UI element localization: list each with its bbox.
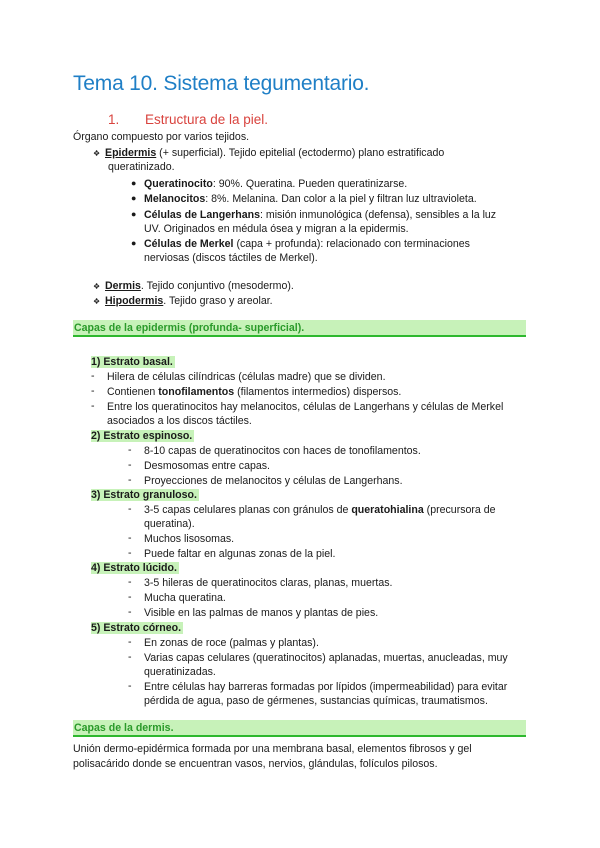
dash-bullet: -: [128, 606, 132, 618]
layer-item: Varias capas celulares (queratinocitos) aplanadas, muertas, anucleadas, muy: [144, 652, 508, 664]
dermis-item: [93, 279, 294, 294]
dash-bullet: -: [128, 444, 132, 456]
cell-text: : 8%. Melanina. Dan color a la piel y filtran luz ultravioleta.: [205, 193, 477, 205]
bullet-icon: ●: [131, 209, 137, 219]
layer-item: Proyecciones de melanocitos y células de Langerhans.: [144, 475, 403, 487]
page-title: Tema 10. Sistema tegumentario.: [73, 72, 370, 95]
cell-term: Queratinocito: [144, 178, 213, 190]
diamond-bullet-icon: ❖: [93, 297, 101, 306]
layer-label: 2) Estrato espinoso.: [91, 430, 193, 442]
bullet-icon: ●: [131, 178, 137, 188]
cell-text-cont: nerviosas (discos táctiles de Merkel).: [144, 252, 318, 264]
layer-item: 3-5 hileras de queratinocitos claras, planas, muertas.: [144, 577, 393, 589]
layer-item: Entre los queratinocitos hay melanocitos, células de Langerhans y células de Merkel: [107, 401, 504, 413]
dash-bullet: -: [128, 459, 132, 471]
layer-label: 4) Estrato lúcido.: [91, 562, 177, 574]
layer-item: Visible en las palmas de manos y plantas de pies.: [144, 607, 379, 619]
layer-item: Puede faltar en algunas zonas de la piel.: [144, 548, 336, 560]
dash-bullet: -: [128, 532, 132, 544]
dash-bullet: -: [128, 680, 132, 692]
epidermis-term: Epidermis: [105, 147, 157, 159]
epidermis-text-cont: queratinizado.: [108, 161, 175, 173]
bullet-icon: ●: [131, 238, 137, 248]
layer-label: 1) Estrato basal.: [91, 356, 173, 368]
layer-item: Mucha queratina.: [144, 592, 226, 604]
cell-term: Células de Merkel: [144, 238, 234, 250]
section-title: Estructura de la piel.: [145, 112, 269, 127]
dash-bullet: -: [128, 576, 132, 588]
layer-item-cont: queratinizadas.: [144, 666, 216, 678]
dash-bullet: -: [91, 370, 95, 382]
cell-text-cont: UV. Originados en médula ósea y migran a la epidermis.: [144, 223, 409, 235]
dermis-paragraph: Unión dermo-epidérmica formada por una membrana basal, elementos fibrosos y gel: [73, 743, 472, 755]
dash-bullet: -: [128, 636, 132, 648]
cell-item: [144, 177, 407, 191]
hipodermis-text: . Tejido graso y areolar.: [163, 295, 273, 307]
dash-bullet: -: [128, 547, 132, 559]
epidermis-text: (+ superficial). Tejido epitelial (ectodermo) plano estratificado: [156, 147, 445, 159]
layer-item: Entre células hay barreras formadas por lípidos (impermeabilidad) para evitar: [144, 681, 508, 693]
cell-text: : misión inmunológica (defensa), sensibles a la luz: [259, 209, 497, 221]
epidermis-item: [93, 146, 444, 161]
layer-item: Desmosomas entre capas.: [144, 460, 271, 472]
dermis-layers-heading: Capas de la dermis.: [73, 720, 526, 737]
layer-label: 5) Estrato córneo.: [91, 622, 182, 634]
section-heading: [108, 112, 268, 127]
dash-bullet: -: [128, 503, 132, 515]
hipodermis-item: [93, 294, 273, 309]
layer-item: 8-10 capas de queratinocitos con haces de tonofilamentos.: [144, 445, 421, 457]
diamond-bullet-icon: ❖: [93, 149, 101, 158]
layer-item-cont: asociados a los discos táctiles.: [107, 415, 252, 427]
cell-item: [144, 208, 496, 222]
epidermis-layers-heading: Capas de la epidermis (profunda- superficial).: [73, 320, 526, 337]
dermis-term: Dermis: [105, 280, 141, 292]
layer-item-cont: queratina).: [144, 518, 195, 530]
hipodermis-term: Hipodermis: [105, 295, 164, 307]
cell-term: Células de Langerhans: [144, 209, 260, 221]
layer-item: Hilera de células cilíndricas (células madre) que se dividen.: [107, 371, 386, 383]
bullet-icon: ●: [131, 193, 137, 203]
dash-bullet: -: [128, 651, 132, 663]
layer-item: Contienen tonofilamentos (filamentos intermedios) dispersos.: [107, 386, 402, 398]
cell-term: Melanocitos: [144, 193, 206, 205]
layer-item-cont: pérdida de agua, paso de gérmenes, sustancias químicas, traumatismos.: [144, 695, 488, 707]
dash-bullet: -: [91, 400, 95, 412]
dermis-text: . Tejido conjuntivo (mesodermo).: [140, 280, 294, 292]
dash-bullet: -: [128, 591, 132, 603]
layer-item: Muchos lisosomas.: [144, 533, 235, 545]
layer-label: 3) Estrato granuloso.: [91, 489, 197, 501]
diamond-bullet-icon: ❖: [93, 282, 101, 291]
cell-text: : 90%. Queratina. Pueden queratinizarse.: [212, 178, 408, 190]
cell-text: (capa + profunda): relacionado con terminaciones: [233, 238, 470, 250]
intro-text: Órgano compuesto por varios tejidos.: [73, 131, 250, 143]
section-number: 1.: [108, 112, 120, 127]
dash-bullet: -: [91, 385, 95, 397]
cell-item: [144, 237, 470, 251]
layer-item: En zonas de roce (palmas y plantas).: [144, 637, 319, 649]
dash-bullet: -: [128, 474, 132, 486]
cell-item: [144, 192, 477, 206]
dermis-paragraph-cont: polisacárido donde se encuentran vasos, nervios, glándulas, folículos pilosos.: [73, 758, 438, 770]
layer-item: 3-5 capas celulares planas con gránulos de queratohialina (precursora de: [144, 504, 496, 516]
